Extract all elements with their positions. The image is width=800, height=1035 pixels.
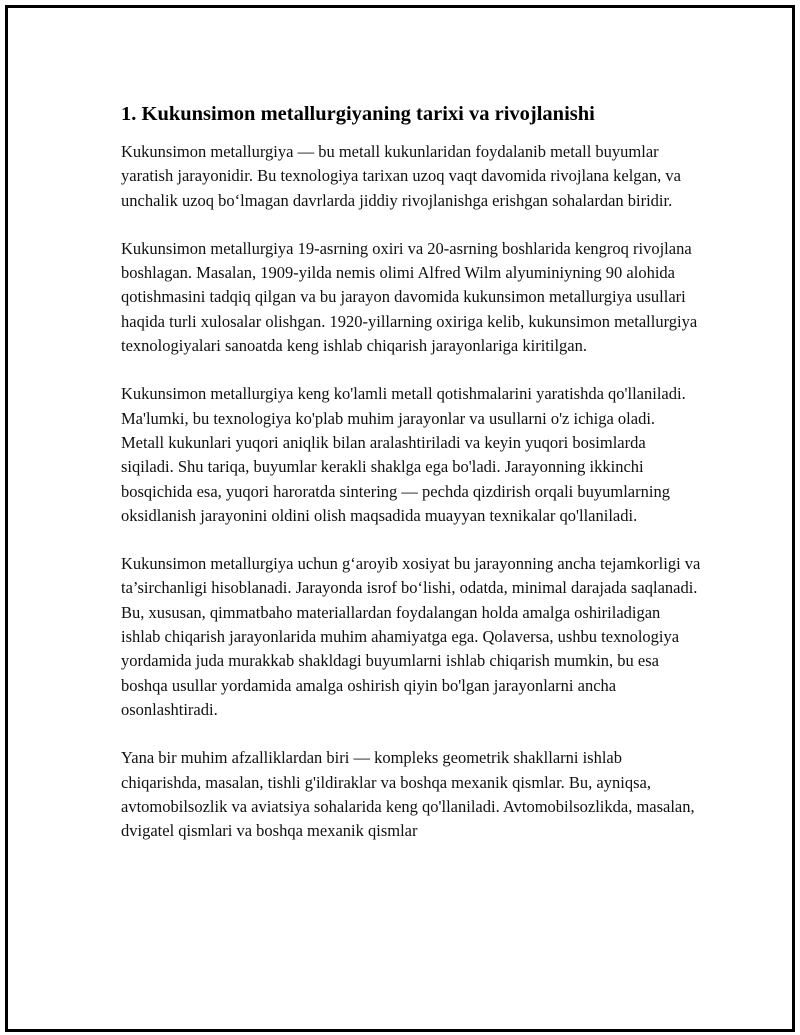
paragraph-3: Kukunsimon metallurgiya keng ko'lamli metall qotishmalarini yaratishda qo'llaniladi. Ma'lumki, bu texnologiya ko'plab muhim jarayonlar va usullarni o'z ichiga oladi. Metall kukunlari yuqori aniqlik bilan aralashtiriladi va keyin yuqori bosimlarda siqiladi. Shu tariqa, buyumlar kerakli shaklga ega bo'ladi. Jarayonning ikkinchi bosqichida esa, yuqori haroratda sintering — pechda qizdirish orqali buyumlarning oksidlanish jarayonini oldini olish maqsadida muayyan texnikalar qo'llaniladi. [121,384,686,525]
paragraph-5: Yana bir muhim afzalliklardan biri — kompleks geometrik shakllarni ishlab chiqarishda, masalan, tishli g'ildiraklar va boshqa mexanik qismlar. Bu, ayniqsa, avtomobilsozlik va aviatsiya sohalarida keng qo'llaniladi. Avtomobilsozlikda, masalan, dvigatel qismlari va boshqa mexanik qismlar [121,748,695,841]
section-title: 1. Kukunsimon metallurgiyaning tarixi va rivojlanishi [121,103,595,125]
paragraph-1: Kukunsimon metallurgiya — bu metall kukunlaridan foydalanib metall buyumlar yaratish jarayonidir. Bu texnologiya tarixan uzoq vaqt davomida rivojlana kelgan, va unchalik uzoq bo‘lmagan davrlarda jiddiy rivojlanishga erishgan sohalardan biridir. [121,142,681,210]
paragraph-2: Kukunsimon metallurgiya 19-asrning oxiri va 20-asrning boshlarida kengroq rivojlana boshlagan. Masalan, 1909-yilda nemis olimi Alfred Wilm alyuminiyning 90 alohida qotishmasini tadqiq qilgan va bu jarayon davomida kukunsimon metallurgiya usullari haqida turli xulosalar olishgan. 1920-yillarning oxiriga kelib, kukunsimon metallurgiya texnologiyalari sanoatda keng ishlab chiqarish jarayonlariga kiritilgan. [121,238,698,356]
paragraph-4: Kukunsimon metallurgiya uchun g‘aroyib xosiyat bu jarayonning ancha tejamkorligi va ta’sirchanligi hisoblanadi. Jarayonda isrof bo‘lishi, odatda, minimal darajada saqlanadi. Bu, xususan, qimmatbaho materiallardan foydalangan holda amalga oshiriladigan ishlab chiqarish jarayonlarida muhim ahamiyatga ega. Qolaversa, ushbu texnologiya yordamida juda murakkab shakldagi buyumlarni ishlab chiqarish mumkin, bu esa boshqa usullar yordamida amalga oshirish qiyin bo'lgan jarayonlarni ancha osonlashtiradi. [121,554,701,719]
document-body [121,100,701,867]
page-frame [5,5,795,1032]
